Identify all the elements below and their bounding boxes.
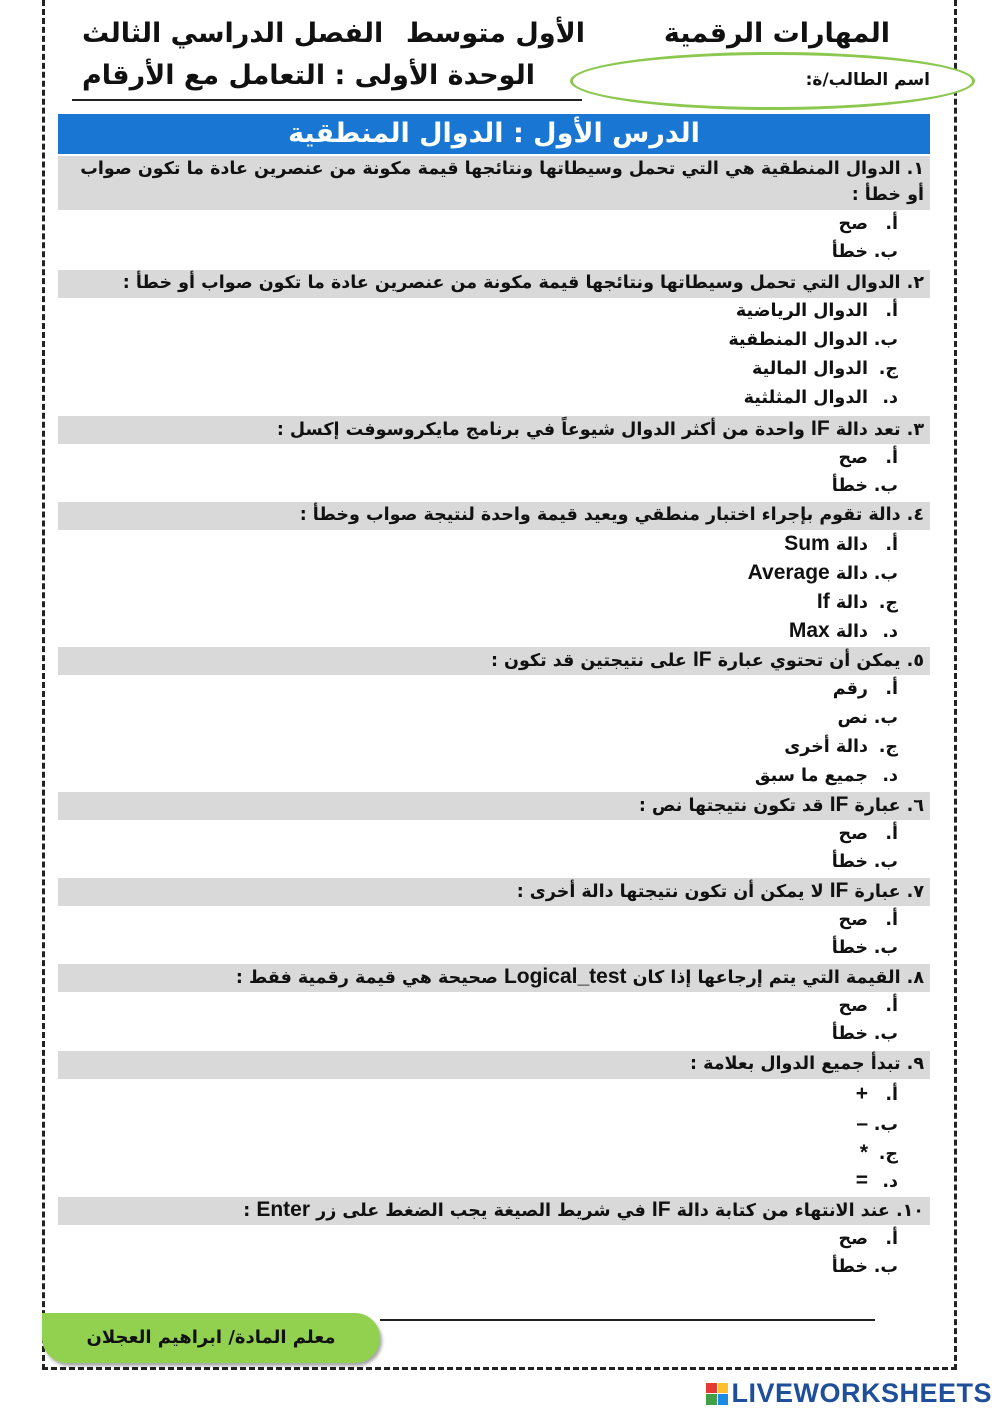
question-9: ٩. تبدأ جميع الدوال بعلامة : xyxy=(58,1051,930,1079)
option[interactable]: ب.الدوال المنطقية xyxy=(728,330,898,350)
option[interactable]: ب.خطأ xyxy=(831,242,898,262)
option[interactable]: أ.رقم xyxy=(832,679,898,699)
option[interactable]: ج.* xyxy=(859,1141,898,1164)
question-number: ١. xyxy=(906,159,924,179)
option[interactable]: ب.خطأ xyxy=(831,1024,898,1044)
option[interactable]: ب.خطأ xyxy=(831,852,898,872)
option[interactable]: أ.صح xyxy=(838,448,898,468)
option[interactable]: ب.خطأ xyxy=(831,938,898,958)
logo-tile xyxy=(718,1394,729,1405)
option[interactable]: أ.صح xyxy=(838,824,898,844)
unit-title: الوحدة الأولى : التعامل مع الأرقام xyxy=(82,60,535,91)
option[interactable]: أ.صح xyxy=(838,996,898,1016)
option[interactable]: ج.دالة If xyxy=(816,590,898,613)
question-2: ٢. الدوال التي تحمل وسيطاتها ونتائجها قيمة مكونة من عنصرين عادة ما تكون صواب أو خطأ : xyxy=(58,270,930,298)
option[interactable]: ج.الدوال المالية xyxy=(751,359,898,379)
term-title: الفصل الدراسي الثالث xyxy=(82,18,384,49)
unit-underline xyxy=(72,99,582,101)
option[interactable]: د.= xyxy=(855,1169,898,1192)
option[interactable]: أ.صح xyxy=(838,1229,898,1249)
option[interactable]: أ.صح xyxy=(838,910,898,930)
student-name-label: اسم الطالب/ة: xyxy=(805,70,930,90)
logo-tile xyxy=(718,1383,729,1394)
option[interactable]: د.جميع ما سبق xyxy=(754,766,898,786)
option[interactable]: ب.دالة Average xyxy=(747,561,898,584)
footer-line xyxy=(380,1319,875,1321)
brand-name: LIVEWORKSHEETS xyxy=(731,1378,992,1408)
liveworksheets-logo-icon xyxy=(706,1383,728,1405)
lesson-title: الدرس الأول : الدوال المنطقية xyxy=(58,114,930,154)
grade-title: الأول متوسط xyxy=(405,18,585,49)
option[interactable]: ج.دالة أخرى xyxy=(784,737,898,757)
subject-title: المهارات الرقمية xyxy=(663,18,890,49)
question-3: ٣. تعد دالة IF واحدة من أكثر الدوال شيوعاً في برنامج مايكروسوفت إكسل : xyxy=(58,416,930,444)
option[interactable]: أ.الدوال الرياضية xyxy=(735,301,898,321)
logo-tile xyxy=(706,1394,717,1405)
option[interactable]: ب.خطأ xyxy=(831,476,898,496)
logo-tile xyxy=(706,1383,717,1394)
question-text: الدوال المنطقية هي التي تحمل وسيطاتها ونتائجها قيمة مكونة من عنصرين عادة ما تكون صواب أو خطأ : xyxy=(80,159,924,205)
liveworksheets-brand[interactable] xyxy=(706,1378,992,1409)
question-8: ٨. القيمة التي يتم إرجاعها إذا كان Logical_test صحيحة هي قيمة رقمية فقط : xyxy=(58,964,930,992)
option[interactable]: ب.نص xyxy=(837,708,898,728)
teacher-badge: معلم المادة/ ابراهيم العجلان xyxy=(42,1313,380,1363)
question-1 xyxy=(58,156,930,210)
option[interactable]: ب.– xyxy=(856,1112,898,1135)
question-7: ٧. عبارة IF لا يمكن أن تكون نتيجتها دالة أخرى : xyxy=(58,878,930,906)
option[interactable]: د.الدوال المثلثية xyxy=(743,388,898,408)
option[interactable]: أ.+ xyxy=(855,1082,898,1105)
option[interactable]: د.دالة Max xyxy=(788,619,898,642)
option[interactable]: ب.خطأ xyxy=(831,1257,898,1277)
question-6: ٦. عبارة IF قد تكون نتيجتها نص : xyxy=(58,792,930,820)
option[interactable]: أ.صح xyxy=(838,214,898,234)
option[interactable]: أ.دالة Sum xyxy=(784,532,898,555)
question-4: ٤. دالة تقوم بإجراء اختبار منطقي ويعيد قيمة واحدة لنتيجة صواب وخطأ : xyxy=(58,502,930,530)
question-5: ٥. يمكن أن تحتوي عبارة IF على نتيجتين قد تكون : xyxy=(58,647,930,675)
question-10: ١٠. عند الانتهاء من كتابة دالة IF في شريط الصيغة يجب الضغط على زر Enter : xyxy=(58,1197,930,1225)
